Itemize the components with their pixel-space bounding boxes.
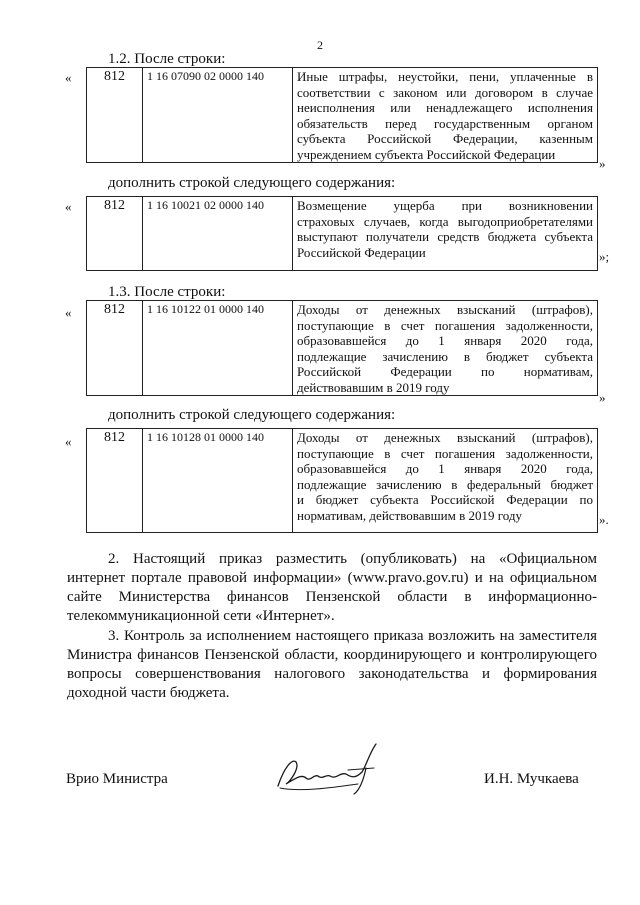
- paragraph-2: [67, 550, 597, 626]
- income-name-cell: [293, 68, 598, 163]
- section-heading-1-3: 1.3. После строки:: [108, 284, 226, 300]
- name-line: и бюджет субъекта Российской Федерации по: [297, 492, 593, 507]
- name-line: страховых случаев, когда выгодоприобретателями: [297, 213, 593, 229]
- admin-code-cell: 812: [87, 68, 143, 163]
- signer-position: Врио Министра: [66, 771, 168, 787]
- paragraph-2-text: 2. Настоящий приказ разместить (опубликовать) на «Официальном интернет портале правовой информации» (www.pravo.gov.ru) и на официальном сайте Министерства финансов Пензенской области в информационно-телекоммуникационной сети «Интернет».: [67, 551, 597, 624]
- close-quote: »: [599, 156, 606, 171]
- close-quote: »: [599, 390, 606, 405]
- name-line: Доходы от денежных взысканий (штрафов),: [297, 430, 593, 445]
- name-line: поступающие в счет погашения задолженности,: [297, 317, 593, 333]
- name-line: субъекта Российской Федерации, казенным: [297, 131, 593, 146]
- code-table-row: [86, 196, 598, 271]
- name-line: обязательств перед государственным органом: [297, 115, 593, 131]
- paragraph-3-text: 3. Контроль за исполнением настоящего приказа возложить на заместителя Министра финансов Пензенской области, координирующего и контролирующего вопросы совершенствования налогового законодательства и формирования доходной части бюджета.: [67, 628, 597, 701]
- close-quote: »;: [599, 249, 610, 264]
- kbk-cell: 1 16 10021 02 0000 140: [143, 197, 293, 271]
- addition-heading: дополнить строкой следующего содержания:: [108, 407, 396, 423]
- name-line: Иные штрафы, неустойки, пени, уплаченные в: [297, 69, 593, 84]
- open-quote: «: [65, 305, 72, 320]
- name-line: Российской Федерации по нормативам,: [297, 364, 593, 379]
- handwritten-signature: [270, 738, 390, 798]
- kbk-cell: 1 16 10128 01 0000 140: [143, 429, 293, 533]
- kbk-cell: 1 16 10122 01 0000 140: [143, 301, 293, 396]
- open-quote: «: [65, 70, 72, 85]
- name-line: действовавшим в 2019 году: [297, 379, 450, 395]
- addition-heading: дополнить строкой следующего содержания:: [108, 175, 396, 191]
- name-line: выступают получатели средств бюджета субъекта: [297, 229, 593, 244]
- signer-name: И.Н. Мучкаева: [484, 771, 579, 787]
- code-table-row: [86, 428, 598, 533]
- income-name-cell: [293, 301, 598, 396]
- paragraph-3: [67, 627, 597, 703]
- admin-code-cell: 812: [87, 197, 143, 271]
- code-table-row: [86, 67, 598, 163]
- name-line: поступающие в счет погашения задолженности,: [297, 445, 593, 461]
- name-line: Возмещение ущерба при возникновении: [297, 198, 593, 213]
- name-line: соответствии с законом или договором в случае: [297, 84, 593, 100]
- name-line: неисполнения или ненадлежащего исполнения: [297, 100, 593, 115]
- name-line: подлежащие зачислению в федеральный бюджет: [297, 476, 593, 492]
- section-heading-1-2: 1.2. После строки:: [108, 51, 226, 67]
- name-line: Российской Федерации: [297, 244, 426, 260]
- name-line: нормативам, действовавшим в 2019 году: [297, 507, 522, 523]
- kbk-cell: 1 16 07090 02 0000 140: [143, 68, 293, 163]
- name-line: образовавшейся до 1 января 2020 года,: [297, 333, 593, 348]
- income-name-cell: [293, 197, 598, 271]
- admin-code-cell: 812: [87, 301, 143, 396]
- close-quote: ».: [599, 512, 609, 527]
- code-table-row: [86, 300, 598, 396]
- name-line: Доходы от денежных взысканий (штрафов),: [297, 302, 593, 317]
- name-line: учреждением субъекта Российской Федерации: [297, 146, 556, 162]
- admin-code-cell: 812: [87, 429, 143, 533]
- open-quote: «: [65, 199, 72, 214]
- open-quote: «: [65, 434, 72, 449]
- income-name-cell: [293, 429, 598, 533]
- name-line: подлежащие зачислению в бюджет субъекта: [297, 348, 593, 364]
- page-number: 2: [317, 38, 323, 52]
- name-line: образовавшейся до 1 января 2020 года,: [297, 461, 593, 476]
